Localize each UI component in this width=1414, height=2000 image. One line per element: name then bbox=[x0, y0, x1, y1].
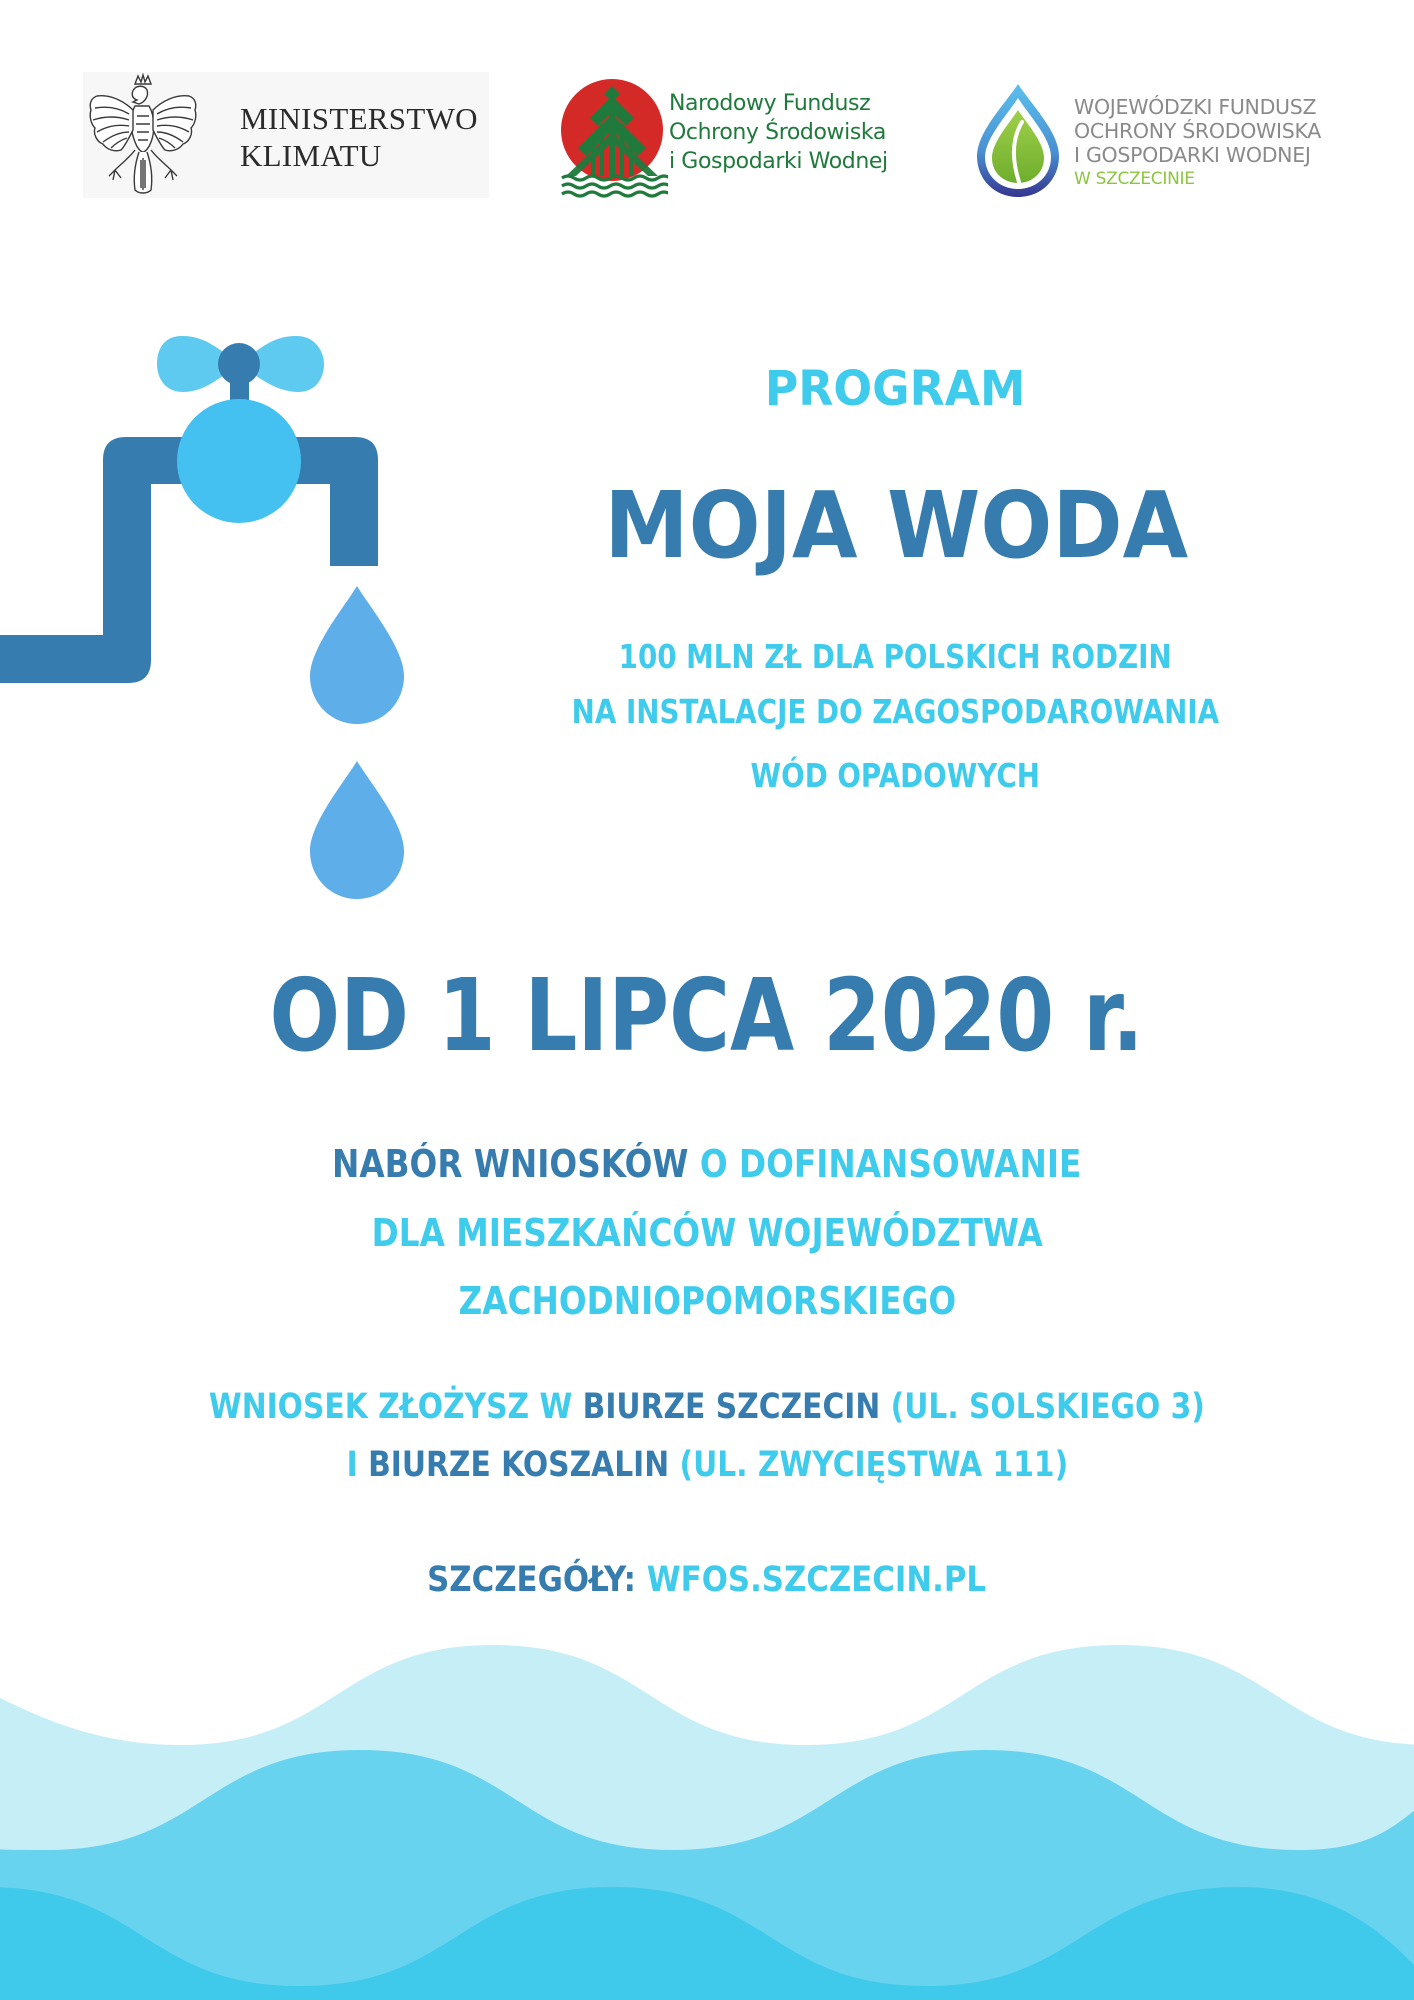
call-line-1 bbox=[0, 1142, 1414, 1186]
offices-lead-2: I bbox=[346, 1445, 368, 1485]
details-label: SZCZEGÓŁY: bbox=[427, 1560, 648, 1600]
decorative-waves bbox=[0, 1620, 1414, 2000]
address-szczecin: (UL. SOLSKIEGO 3) bbox=[880, 1387, 1206, 1427]
details-link[interactable]: WFOS.SZCZECIN.PL bbox=[647, 1560, 987, 1600]
wfosigw-name-line1: WOJEWÓDZKI FUNDUSZ bbox=[1074, 95, 1317, 119]
offices-line-2 bbox=[0, 1445, 1414, 1485]
offices-lead: WNIOSEK ZŁOŻYSZ W bbox=[208, 1387, 583, 1427]
wfosigw-city: W SZCZECINIE bbox=[1074, 169, 1195, 189]
wfosigw-name-line2: OCHRONY ŚRODOWISKA bbox=[1074, 119, 1321, 143]
office-szczecin: BIURZE SZCZECIN bbox=[582, 1387, 881, 1427]
call-rest: O DOFINANSOWANIE bbox=[688, 1142, 1082, 1186]
subtitle-line-1: 100 MLN ZŁ DLA POLSKICH RODZIN bbox=[618, 637, 1172, 676]
program-kicker: PROGRAM bbox=[764, 361, 1026, 417]
nfosigw-name-line2: Ochrony Środowiska bbox=[669, 120, 886, 145]
ministry-of-climate-logo bbox=[83, 72, 489, 198]
call-line-3: ZACHODNIOPOMORSKIEGO bbox=[458, 1279, 956, 1323]
program-title: MOJA WODA bbox=[604, 472, 1188, 579]
ministry-name-line2: KLIMATU bbox=[240, 138, 382, 173]
ministry-name bbox=[240, 100, 478, 174]
polish-eagle-emblem-icon bbox=[85, 72, 201, 198]
wfosigw-name bbox=[1074, 95, 1321, 191]
nfosigw-logo bbox=[560, 78, 910, 203]
offices-line-1 bbox=[0, 1387, 1414, 1427]
start-date-headline: OD 1 LIPCA 2020 r. bbox=[269, 957, 1145, 1074]
address-koszalin: (UL. ZWYCIĘSTWA 111) bbox=[668, 1445, 1068, 1485]
call-line-2: DLA MIESZKAŃCÓW WOJEWÓDZTWA bbox=[371, 1211, 1043, 1255]
water-drop-leaf-icon bbox=[975, 82, 1061, 199]
wfosigw-szczecin-logo bbox=[975, 82, 1355, 204]
nfosigw-emblem-icon bbox=[560, 78, 668, 200]
subtitle-line-2: NA INSTALACJE DO ZAGOSPODAROWANIA bbox=[571, 692, 1219, 731]
ministry-name-line1: MINISTERSTWO bbox=[240, 101, 478, 136]
wfosigw-name-line3: I GOSPODARKI WODNEJ bbox=[1074, 143, 1311, 167]
nfosigw-name-line3: i Gospodarki Wodnej bbox=[669, 149, 888, 174]
office-koszalin: BIURZE KOSZALIN bbox=[367, 1445, 669, 1485]
details-line bbox=[0, 1560, 1414, 1600]
call-strong: NABÓR WNIOSKÓW bbox=[332, 1142, 689, 1186]
nfosigw-name bbox=[669, 89, 888, 176]
subtitle-line-3: WÓD OPADOWYCH bbox=[750, 756, 1040, 795]
nfosigw-name-line1: Narodowy Fundusz bbox=[669, 91, 871, 116]
